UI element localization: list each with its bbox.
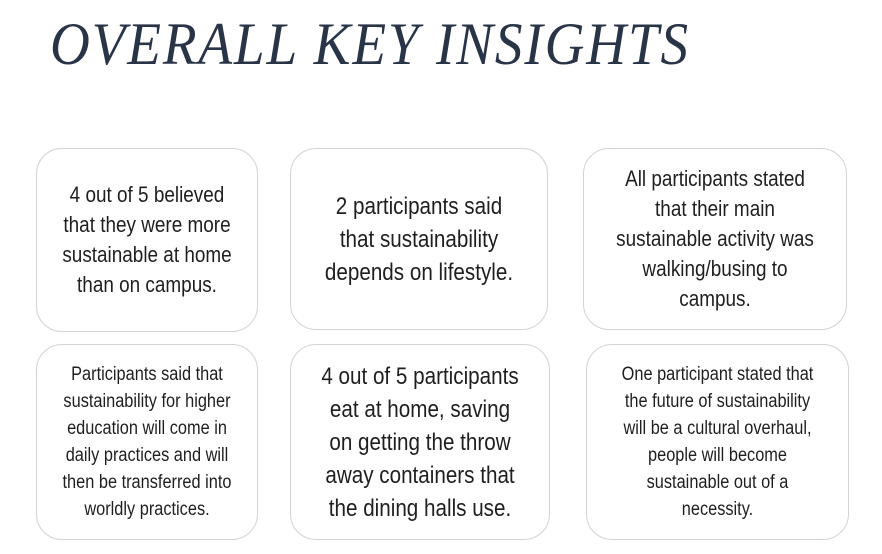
insight-card-text: All participants stated that their main sustainable activity was walking/busing to campus. [616,166,814,311]
insight-card-higher-education [36,344,258,540]
insight-card-home-vs-campus [36,148,258,332]
insight-card-text: One participant stated that the future of sustainability will be a cultural overhaul, people will become sustainable out of a necessity. [621,364,814,520]
insight-card-main-activity [583,148,847,330]
insight-card-text: 2 participants said that sustainability depends on lifestyle. [324,192,514,286]
insight-card-text: Participants said that sustainability for higher education will come in daily practices and will then be transferred into worldly practices. [62,364,232,520]
insight-card-lifestyle [290,148,548,330]
insight-card-text: 4 out of 5 participants eat at home, saving on getting the throw away containers that the dining halls use. [321,362,519,522]
insight-card-text: 4 out of 5 believed that they were more sustainable at home than on campus. [62,182,232,297]
page-title: OVERALL KEY INSIGHTS [50,11,690,77]
insight-card-cultural-overhaul [586,344,849,540]
insight-card-eat-at-home [290,344,550,540]
